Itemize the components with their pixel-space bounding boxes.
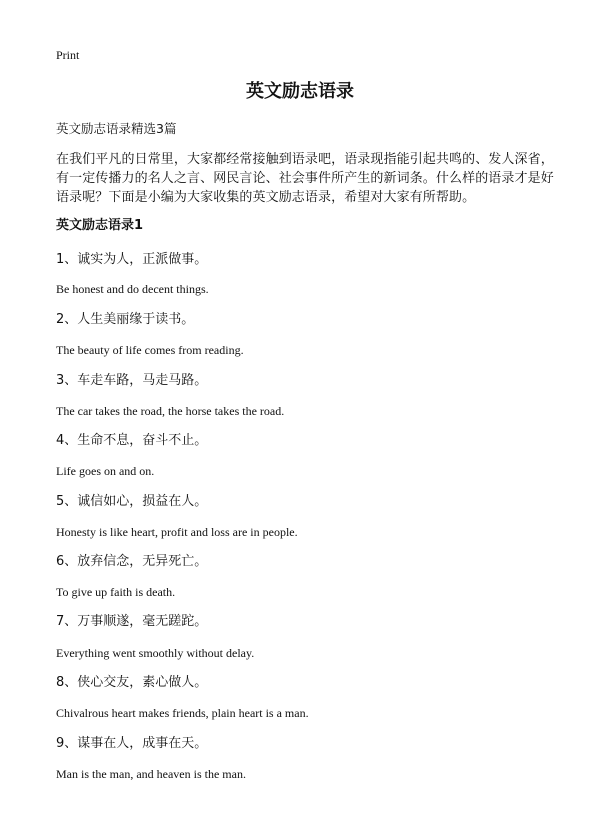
quote-zh-4: 4、生命不息，奋斗不止。 [56,433,208,448]
quote-en-8: Chivalrous heart makes friends, plain heart is a man. [56,706,309,720]
quote-zh-5: 5、诚信如心，损益在人。 [56,494,208,509]
document-subtitle: 英文励志语录精选3篇 [56,121,177,136]
quote-en-9: Man is the man, and heaven is the man. [56,767,246,781]
quote-en-4: Life goes on and on. [56,464,155,478]
quote-zh-1: 1、诚实为人，正派做事。 [56,252,208,267]
quote-zh-7: 7、万事顺遂，毫无蹉跎。 [56,614,208,629]
quote-zh-9: 9、谋事在人，成事在天。 [56,736,208,751]
page-title: 英文励志语录 [246,81,354,102]
section-heading: 英文励志语录1 [56,218,144,233]
quote-en-5: Honesty is like heart, profit and loss are in people. [56,525,298,539]
quote-zh-8: 8、侠心交友，素心做人。 [56,675,208,690]
quote-en-6: To give up faith is death. [56,585,176,599]
quote-zh-6: 6、放弃信念，无异死亡。 [56,554,208,569]
intro-paragraph: 在我们平凡的日常里，大家都经常接触到语录吧，语录现指能引起共鸣的、发人深省，有一定传播力的名人之言、网民言论、社会事件所产生的新词条。什么样的语录才是好语录呢？下面是小编为大家收集的英文励志语录，希望对大家有所帮助。 [56,152,554,205]
quote-en-2: The beauty of life comes from reading. [56,343,244,357]
print-label: Print [56,48,80,62]
quote-en-1: Be honest and do decent things. [56,282,209,296]
quote-zh-2: 2、人生美丽缘于读书。 [56,312,195,327]
quote-zh-3: 3、车走车路，马走马路。 [56,373,208,388]
quote-en-7: Everything went smoothly without delay. [56,646,255,660]
quote-en-3: The car takes the road, the horse takes the road. [56,404,285,418]
